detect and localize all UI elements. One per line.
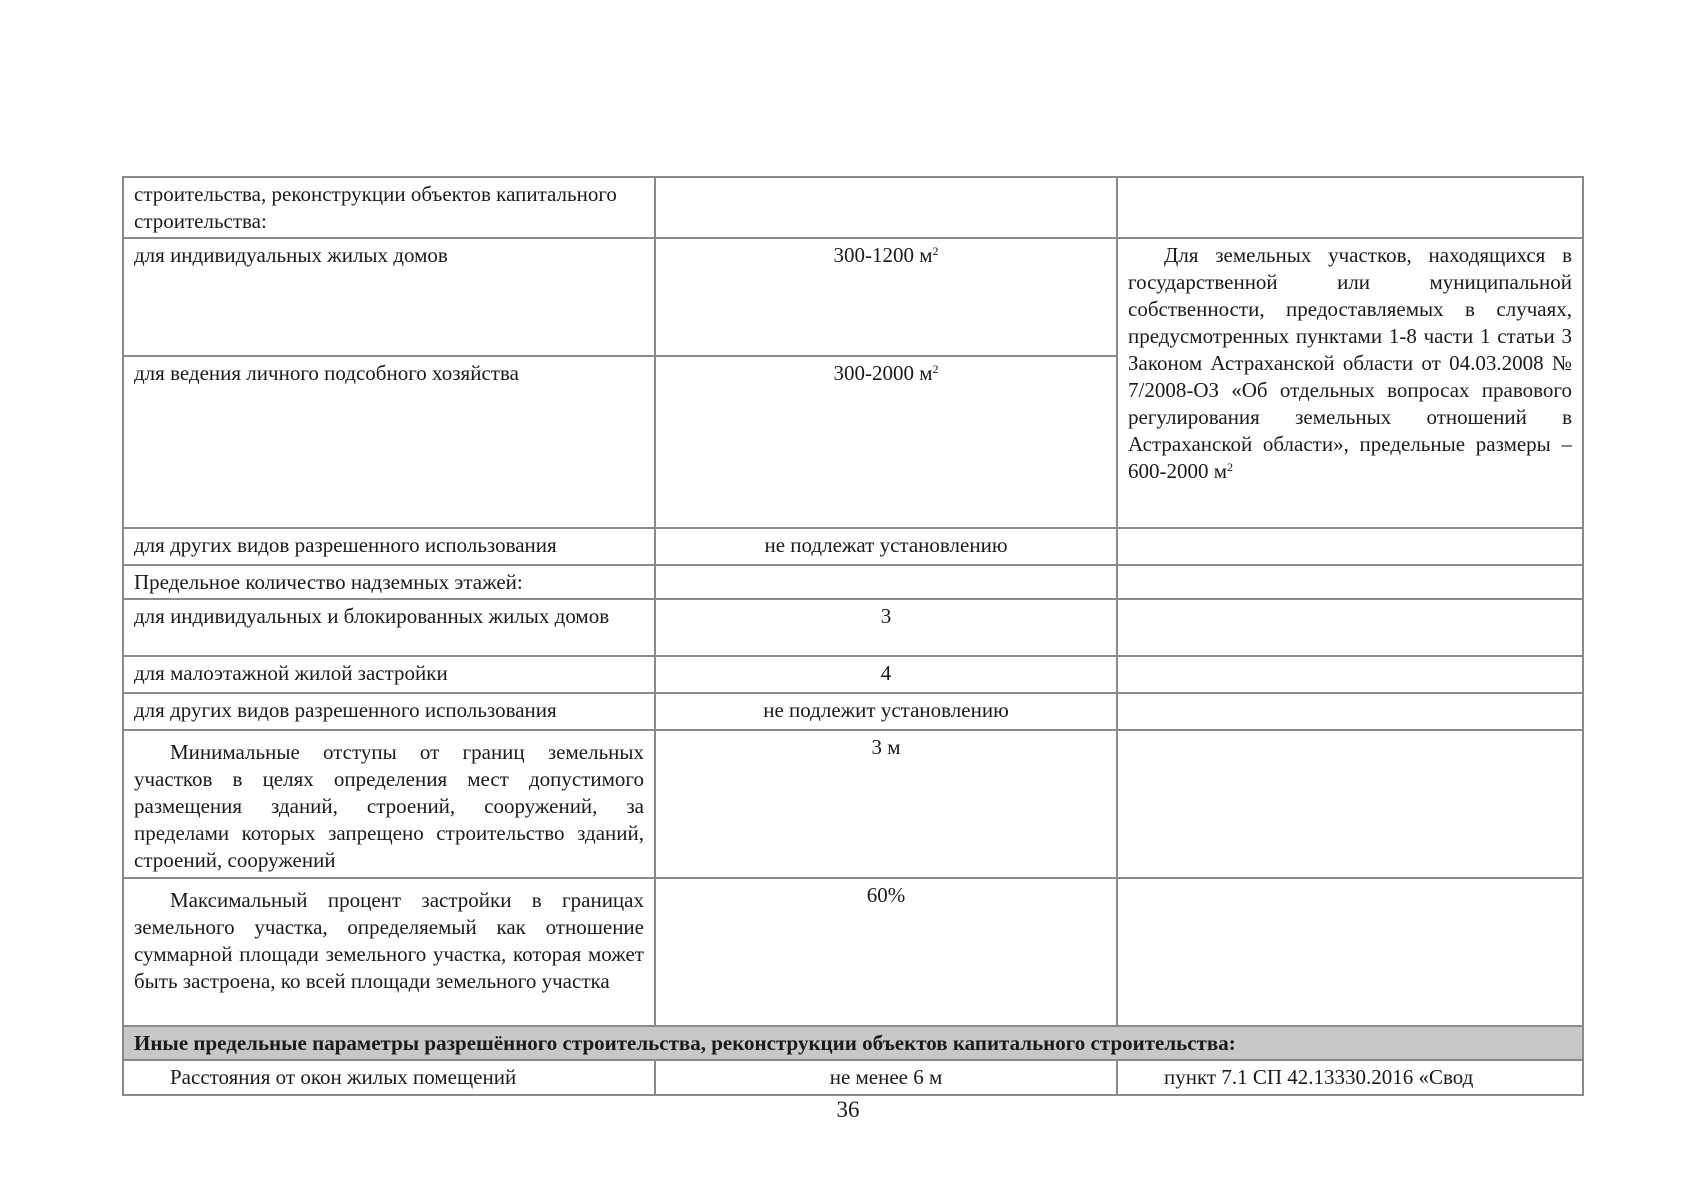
table-row bbox=[123, 177, 1583, 238]
table-cell: Предельное количество надземных этажей: bbox=[123, 565, 655, 599]
table-cell bbox=[1117, 599, 1583, 656]
table-cell: для индивидуальных жилых домов bbox=[123, 238, 655, 356]
table-cell: 60% bbox=[655, 878, 1117, 1026]
table-cell bbox=[1117, 565, 1583, 599]
table-cell bbox=[655, 238, 1117, 356]
table-cell: для других видов разрешенного использования bbox=[123, 693, 655, 730]
table-row bbox=[123, 238, 1583, 356]
area-value: 300-2000 м bbox=[833, 361, 933, 385]
table-cell bbox=[1117, 528, 1583, 565]
area-value: 300-1200 м bbox=[833, 243, 933, 267]
table-row bbox=[123, 528, 1583, 565]
table-row bbox=[123, 1060, 1583, 1095]
table-cell: для индивидуальных и блокированных жилых домов bbox=[123, 599, 655, 656]
note-unit-exponent: 2 bbox=[1227, 460, 1234, 474]
table-cell bbox=[1117, 693, 1583, 730]
table-cell bbox=[1117, 177, 1583, 238]
table-row bbox=[123, 656, 1583, 693]
table-cell bbox=[1117, 878, 1583, 1026]
table-cell: для малоэтажной жилой застройки bbox=[123, 656, 655, 693]
table-cell: пункт 7.1 СП 42.13330.2016 «Свод bbox=[1117, 1060, 1583, 1095]
table-row bbox=[123, 693, 1583, 730]
table-cell: 3 bbox=[655, 599, 1117, 656]
table-cell: не подлежат установлению bbox=[655, 528, 1117, 565]
note-cell bbox=[1117, 238, 1583, 528]
section-band-heading: Иные предельные параметры разрешённого строительства, реконструкции объектов капитального строительства: bbox=[123, 1026, 1583, 1060]
table-cell bbox=[1117, 730, 1583, 878]
note-text: Для земельных участков, находящихся в государственной или муниципальной собственности, предоставляемых в случаях, предусмотренных пунктами 1-8 части 1 статьи 3 Законом Астраханской области от 04.03.2008 № 7/2008-ОЗ «Об отдельных вопросах правового регулирования земельных отношений в Астраханской области», предельные размеры – 600-2000 м bbox=[1128, 243, 1572, 483]
table-row bbox=[123, 878, 1583, 1026]
table-cell: не менее 6 м bbox=[655, 1060, 1117, 1095]
table-cell bbox=[1117, 656, 1583, 693]
table-cell bbox=[655, 356, 1117, 528]
table-cell: не подлежит установлению bbox=[655, 693, 1117, 730]
area-unit-exponent: 2 bbox=[932, 244, 939, 258]
section-band-row bbox=[123, 1026, 1583, 1060]
page-number: 36 bbox=[836, 1097, 860, 1122]
table-cell: 3 м bbox=[655, 730, 1117, 878]
table-cell: Минимальные отступы от границ земельных участков в целях определения мест допустимого размещения зданий, строений, сооружений, за пределами которых запрещено строительство зданий, строений, сооружений bbox=[123, 730, 655, 878]
table-row bbox=[123, 599, 1583, 656]
regulations-table bbox=[122, 176, 1584, 1096]
table-cell: Расстояния от окон жилых помещений bbox=[123, 1060, 655, 1095]
table-cell: для ведения личного подсобного хозяйства bbox=[123, 356, 655, 528]
table-cell: 4 bbox=[655, 656, 1117, 693]
table-cell: строительства, реконструкции объектов капитального строительства: bbox=[123, 177, 655, 238]
table-row bbox=[123, 565, 1583, 599]
table-cell: для других видов разрешенного использования bbox=[123, 528, 655, 565]
table-cell bbox=[655, 565, 1117, 599]
area-unit-exponent: 2 bbox=[932, 362, 939, 376]
table-row bbox=[123, 730, 1583, 878]
table-cell bbox=[655, 177, 1117, 238]
table-cell: Максимальный процент застройки в границах земельного участка, определяемый как отношение суммарной площади земельного участка, которая может быть застроена, ко всей площади земельного участка bbox=[123, 878, 655, 1026]
